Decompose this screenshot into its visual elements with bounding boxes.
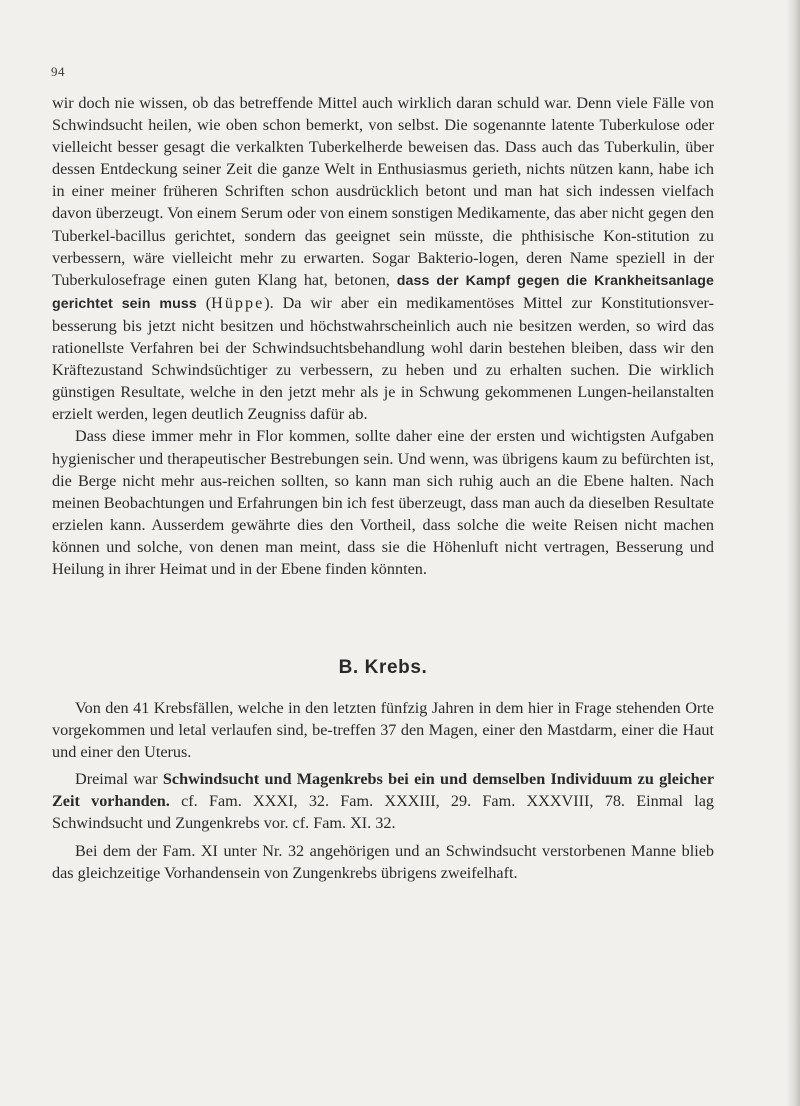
paragraph: Bei dem der Fam. XI unter Nr. 32 angehörigen und an Schwindsucht verstorbenen Manne blieb das gleichzeitige Vorhandensein von Zungenkrebs übrigens zweifelhaft. [52,841,714,882]
section-a-body [52,92,714,580]
section-b-body [52,697,714,889]
paragraph-text: Dreimal war [75,770,163,789]
section-heading: B. Krebs. [338,657,428,678]
paragraph-text: ). Da wir aber ein medikamentöses Mittel zur Konstitutionsver-besserung bis jetzt nicht besitzen und höchstwahrscheinlich auch nie besitzen werden, so wird das rationellste Verfahren bei der Schwindsuchtsbehandlung wohl darin bestehen bleiben, dass wir den Kräftezustand Schwindsüchtiger zu verbessern, zu heben und zu erhalten suchen. Die wirklich günstigen Resultate, welche in den jetzt mehr als je in Schwung gekommenen Lungen-heilanstalten erzielt werden, legen deutlich Zeugniss dafür ab. [52,293,714,424]
page-number: 94 [51,64,65,79]
emphasis-bold: Schwindsucht und Magenkrebs bei ein und demselben Individuum zu gleicher Zeit vorhanden. [52,770,714,811]
paragraph [52,92,714,425]
author-citation: Hüppe [211,293,265,312]
emphasis-bold: dass der Kampf gegen die Krankheitsanlage gerichtet sein muss [52,272,714,312]
paragraph-text: cf. Fam. XXXI, 32. Fam. XXXIII, 29. Fam. XXXVIII, 78. Einmal lag Schwindsucht und Zungenkrebs vor. cf. Fam. XI. 32. [52,792,714,833]
paragraph-text: wir doch nie wissen, ob das betreffende Mittel auch wirklich daran schuld war. Denn viele Fälle von Schwindsucht heilen, wie oben schon bemerkt, von selbst. Die sogenannte latente Tuberkulose oder vielleicht besser gesagt die verkalkten Tuberkelherde beweisen das. Dass auch das Tuberkulin, über dessen Entdeckung seiner Zeit die ganze Welt in Enthusiasmus gerieth, nichts nützen kann, habe ich in einer meiner früheren Schriften schon ausdrücklich betont und man hat sich indessen vielfach davon überzeugt. Von einem Serum oder von einem sonstigen Medikamente, das aber nicht gegen den Tuberkel-bacillus gerichtet, sondern das geeignet sein müsste, die phthisische Kon-stitution zu verbessern, wäre vielleicht mehr zu erwarten. Sogar Bakterio-logen, deren Name speziell in der Tuberkulosefrage einen guten Klang hat, betonen, [52,94,715,289]
paragraph: Dass diese immer mehr in Flor kommen, sollte daher eine der ersten und wichtigsten Aufgaben hygienischer und therapeutischer Bestrebungen sein. Und wenn, was übrigens kaum zu befürchten ist, die Berge nicht mehr aus-reichen sollten, so kann man sich ruhig auch an die Ebene halten. Nach meinen Beobachtungen und Erfahrungen bin ich fest überzeugt, dass man auch da dieselben Resultate erzielen kann. Ausserdem gewährte dies den Vortheil, dass solche die weite Reisen nicht machen können und solche, von denen man meint, dass sie die Höhenluft nicht vertragen, Besserung und Heilung in ihrer Heimat und in der Ebene finden könnten. [52,427,714,578]
paragraph [52,768,714,834]
paragraph: Von den 41 Krebsfällen, welche in den letzten fünfzig Jahren in dem hier in Frage stehenden Orte vorgekommen und letal verlaufen sind, be-treffen 37 den Magen, einer den Mastdarm, einer die Haut und einer den Uterus. [52,699,714,762]
paragraph-text: ( [196,293,212,312]
page-edge-shadow [786,0,800,1106]
